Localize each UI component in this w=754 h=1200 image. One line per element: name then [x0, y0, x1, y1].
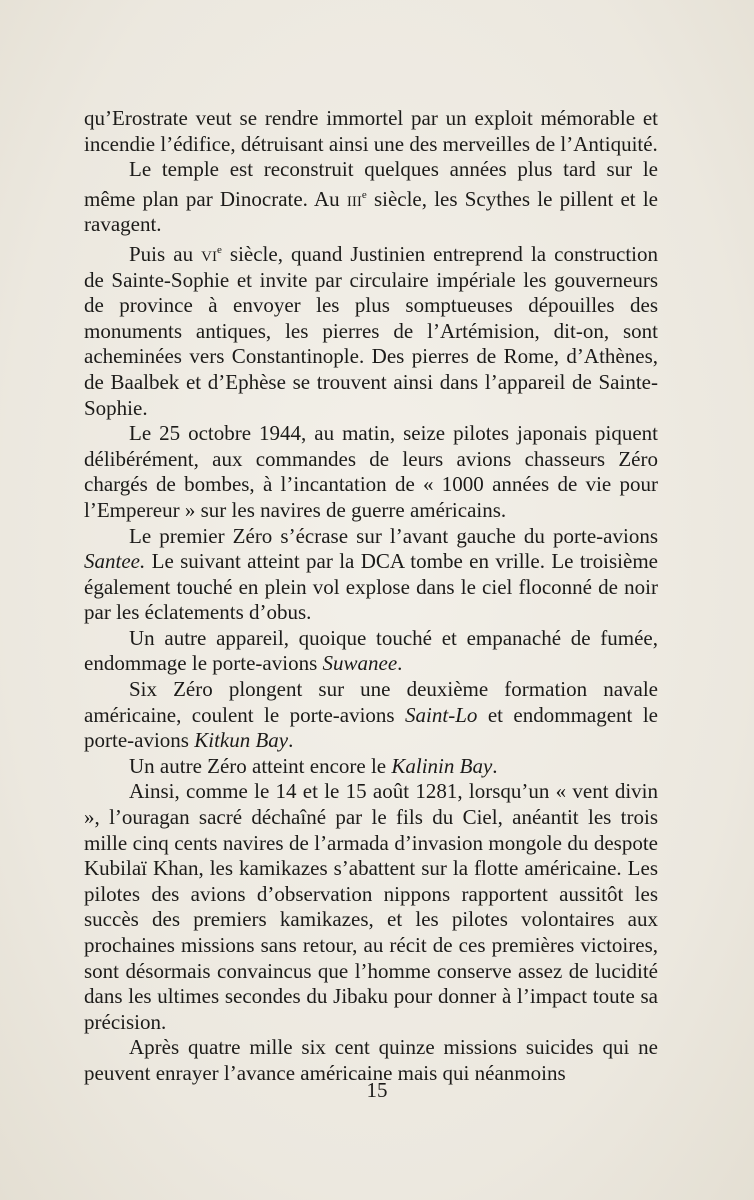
page-number: 15 — [366, 1078, 388, 1102]
paragraph-5: Le premier Zéro s’écrase sur l’avant gauche du porte-avions Santee. Le suivant atteint par la DCA tombe en vrille. Le troisième également touché en plein vol explose dans le ciel floconné de noir par les éclatements d’obus. — [84, 523, 658, 625]
paragraph-10: Après quatre mille six cent quinze missions suicides qui ne peuvent enrayer l’avance américaine mais qui néanmoins — [84, 1035, 658, 1085]
paragraph-3: Puis au $vi^e$ siècle, quand Justinien entreprend la construction de Sainte-Sophie et invite par circulaire impériale les gouverneurs de province à envoyer les plus somptueuses dépouilles des monuments antiques, les pierres de l’Artémision, dit-on, sont acheminées vers Constantinople. Des pierres de Rome, d’Athènes, de Baalbek et d’Ephèse se trouvent ainsi dans l’appareil de Sainte-Sophie. — [84, 241, 658, 420]
paragraph-8: Un autre Zéro atteint encore le Kalinin Bay. — [129, 753, 498, 778]
paragraph-2: Le temple est reconstruit quelques années plus tard sur le même plan par Dinocrate. Au iii$^e$ siècle, les Scythes le pillent et le ravagent. — [84, 157, 658, 237]
paragraph-4: Le 25 octobre 1944, au matin, seize pilotes japonais piquent délibérément, aux commandes de leurs avions chasseurs Zéro chargés de bombes, à l’incantation de « 1000 années de vie pour l’Empereur » sur les navires de guerre américains. — [84, 421, 658, 522]
paragraph-1: qu’Erostrate veut se rendre immortel par un exploit mémorable et incendie l’édifice, détruisant ainsi une des merveilles de l’Antiquité. — [84, 106, 658, 156]
paragraph-6: Un autre appareil, quoique touché et empanaché de fumée, endommage le porte-avions Suwanee. — [84, 625, 658, 676]
paragraph-7: Six Zéro plongent sur une deuxième formation navale américaine, coulent le porte-avions Saint-Lo et endommagent le porte-avions Kitkun Bay. — [84, 677, 658, 753]
body-text — [84, 106, 658, 1087]
paragraph-9: Ainsi, comme le 14 et le 15 août 1281, lorsqu’un « vent divin », l’ouragan sacré déchaîné par le fils du Ciel, anéantit les trois mille cinq cents navires de l’armada d’invasion mongole du despote Kubilaï Khan, les kamikazes s’abattent sur la flotte américaine. Les pilotes des avions d’observation nippons rapportent aussitôt les succès des premiers kamikazes, et les pilotes volontaires aux prochaines missions sans retour, au récit de ces premières victoires, sont désormais convaincus que l’homme conserve assez de lucidité dans les ultimes secondes du Jibaku pour donner à l’impact toute sa précision. — [84, 779, 658, 1034]
